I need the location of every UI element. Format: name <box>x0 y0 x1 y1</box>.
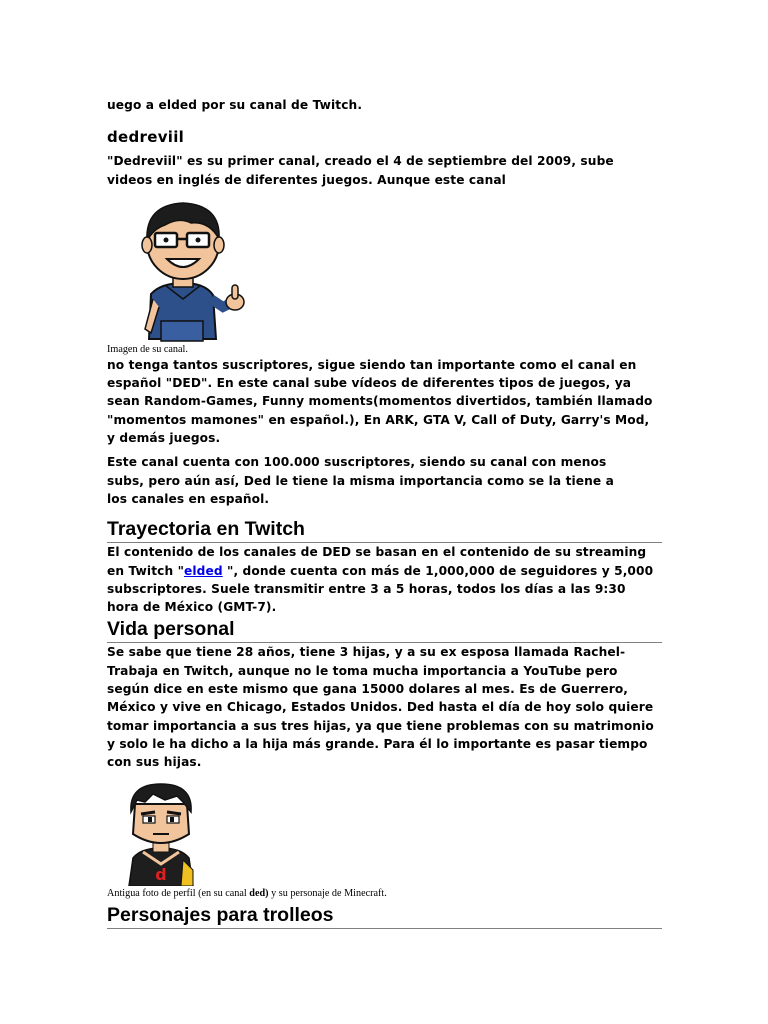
document-page <box>107 96 662 929</box>
minecraft-avatar-image <box>121 782 662 886</box>
dedreviil-intro-paragraph: "Dedreviil" es su primer canal, creado el 4 de septiembre del 2009, sube videos en inglés de diferentes juegos. Aunque este canal <box>107 154 614 187</box>
dedreviil-body-paragraph: no tenga tantos suscriptores, sigue siendo tan importante como el canal en español "DED". En este canal sube vídeos de diferentes tipos de juegos, ya sean Random-Games, Funny moments(momentos divertidos, también llamado "momentos mamones" en español.), En ARK, GTA V, Call of Duty, Garry's Mod, y demás juegos. <box>107 357 653 446</box>
minecraft-caption-end: y su personaje de Minecraft. <box>268 887 387 899</box>
twitch-paragraph <box>107 543 655 616</box>
vida-personal-paragraph: Se sabe que tiene 28 años, tiene 3 hijas, y a su ex esposa llamada Rachel- Trabaja en Twitch, aunque no le toma mucha importancia a YouTube pero según dice en este mismo que gana 15000 dolares al mes. Es de Guerrero, México y vive en Chicago, Estados Unidos. Ded hasta el día de hoy solo quiere tomar importancia a sus tres hijas, ya que tiene problemas con su matrimonio y solo le ha dicho a la hija más grande. Para él lo importante es pasar tiempo con sus hijas. <box>107 645 654 770</box>
twitch-paragraph-text-start: El contenido de los canales de DED se basan en el contenido de su streaming en Twitch " <box>107 545 647 578</box>
avatar-image-caption: Imagen de su canal. <box>107 343 188 355</box>
minecraft-image-caption <box>107 888 662 900</box>
section-heading-dedreviil: dedreviil <box>107 128 185 147</box>
minecraft-caption-start: Antigua foto de perfil (en su canal <box>107 887 250 899</box>
section-heading-personajes-trolleos: Personajes para trolleos <box>107 904 662 929</box>
minecraft-caption-bold: ded) <box>249 887 269 899</box>
section-heading-vida-personal: Vida personal <box>107 618 662 643</box>
minecraft-shirt-letter: d <box>155 864 167 884</box>
cartoon-avatar-image <box>121 199 662 342</box>
dedreviil-subscribers-paragraph: Este canal cuenta con 100.000 suscriptores, siendo su canal con menos subs, pero aún así, Ded le tiene la misma importancia como se la tiene a los canales en español. <box>107 455 614 506</box>
intro-text: uego a elded por su canal de Twitch. <box>107 98 363 112</box>
elded-link[interactable]: elded <box>184 563 223 578</box>
section-heading-twitch: Trayectoria en Twitch <box>107 518 662 543</box>
twitch-paragraph-text-end: ", donde cuenta con más de 1,000,000 de seguidores y 5,000 subscriptores. Suele transmitir entre 3 a 5 horas, todos los días a las 9:30 hora de México (GMT-7). <box>107 563 654 615</box>
